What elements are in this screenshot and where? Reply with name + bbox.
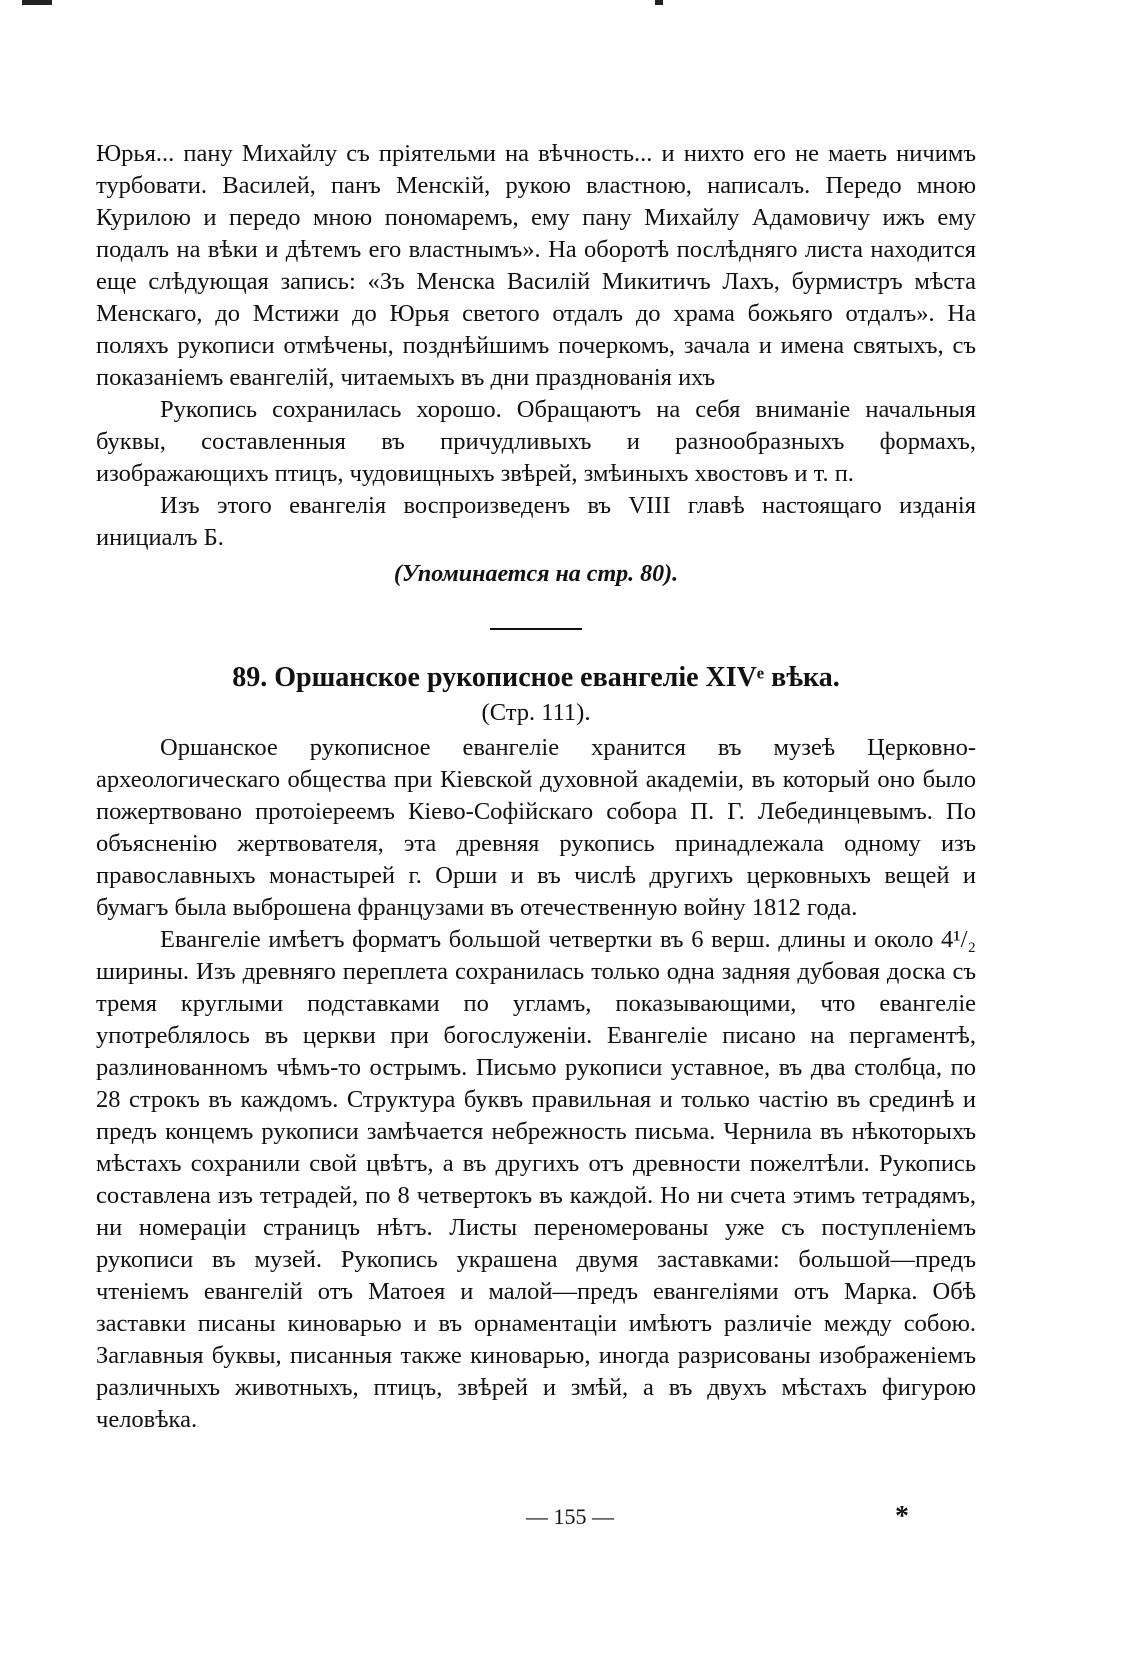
- footer-mark: *: [895, 1501, 909, 1532]
- mention-note: (Упоминается на стр. 80).: [393, 561, 679, 587]
- scan-edge-mark-left: [22, 0, 52, 5]
- section-heading: 89. Оршанское рукописное евангелiе XIVᵉ вѣка.: [232, 662, 840, 693]
- page-number: — 155 —: [526, 1504, 614, 1529]
- condition-paragraph: Рукопись сохранилась хорошо. Обращаютъ на себя вниманiе начальныя буквы, составленныя въ причудливыхъ и разнообразныхъ формахъ, изображающихъ птицъ, чудовищныхъ звѣрей, змѣиныхъ хвостовъ и т. п.: [96, 396, 976, 487]
- continuation-paragraph: Юрья... пану Михайлу съ прiятельми на вѣчность... и нихто его не маеть ничимъ турбовати. Василей, панъ Менскiй, рукою властною, написалъ. Передо мною Курилою и передо мною пономаремъ, ему пану Михайлу Адамовичу ижъ ему подалъ на вѣки и дѣтемъ его властнымъ». На оборотѣ послѣдняго листа находится еще слѣдующая запись: «Зъ Менска Василiй Микитичъ Лахъ, бурмистръ мѣста Менскаго, до Мстижи до Юрья светого отдалъ до храма божьяго отдалъ». На поляхъ рукописи отмѣчены, позднѣйшимъ почеркомъ, зачала и имена святыхъ, съ показанiемъ евангелiй, читаемыхъ въ дни празднованiя ихъ: [96, 140, 976, 391]
- section-paragraph-description: Евангелiе имѣетъ форматъ большой четвертки въ 6 верш. длины и около 4¹/₂ ширины. Изъ древняго переплета сохранилась только одна задняя дубовая доска съ тремя круглыми подставками по угламъ, показывающими, что евангелiе употреблялось въ церкви при богослуженiи. Евангелiе писано на пергаментѣ, разлинованномъ чѣмъ-то острымъ. Письмо рукописи уставное, въ два столбца, по 28 строкъ въ каждомъ. Структура буквъ правильная и только частiю въ срединѣ и предъ концемъ рукописи замѣчается небрежность письма. Чернила въ нѣкоторыхъ мѣстахъ сохранили свой цвѣтъ, а въ другихъ отъ древности пожелтѣли. Рукопись составлена изъ тетрадей, по 8 четвертокъ въ каждой. Но ни счета этимъ тетрадямъ, ни номерацiи страницъ нѣтъ. Листы переномерованы уже съ поступленiемъ рукописи въ музей. Рукопись украшена двумя заставками: большой—предъ чтенiемъ евангелiй отъ Матоея и малой—предъ евангелiями отъ Марка. Обѣ заставки писаны киноварью и въ орнаментацiи имѣютъ различiе между собою. Заглавныя буквы, писанныя также киноварью, иногда разрисованы изображенiемъ различныхъ животныхъ, птицъ, звѣрей и змѣй, а въ двухъ мѣстахъ фигурою человѣка.: [96, 926, 976, 1433]
- page-body: [96, 138, 976, 1436]
- section-divider: [490, 628, 582, 630]
- section-page-ref: (Стр. 111).: [481, 699, 591, 726]
- reproduction-paragraph: Изъ этого евангелiя воспроизведенъ въ VIII главѣ настоящаго изданiя инициалъ Б.: [96, 492, 976, 551]
- scan-edge-mark-right: [655, 0, 663, 5]
- section-paragraph-history: Оршанское рукописное евангелiе хранится въ музеѣ Церковно-археологическаго общества при Кiевской духовной академiи, въ который оно было пожертвовано протоiереемъ Кiево-Софiйскаго собора П. Г. Лебединцевымъ. По объясненiю жертвователя, эта древняя рукопись принадлежала одному изъ православныхъ монастырей г. Орши и въ числѣ другихъ церковныхъ вещей и бумагъ была выброшена французами въ отечественную войну 1812 года.: [96, 734, 976, 921]
